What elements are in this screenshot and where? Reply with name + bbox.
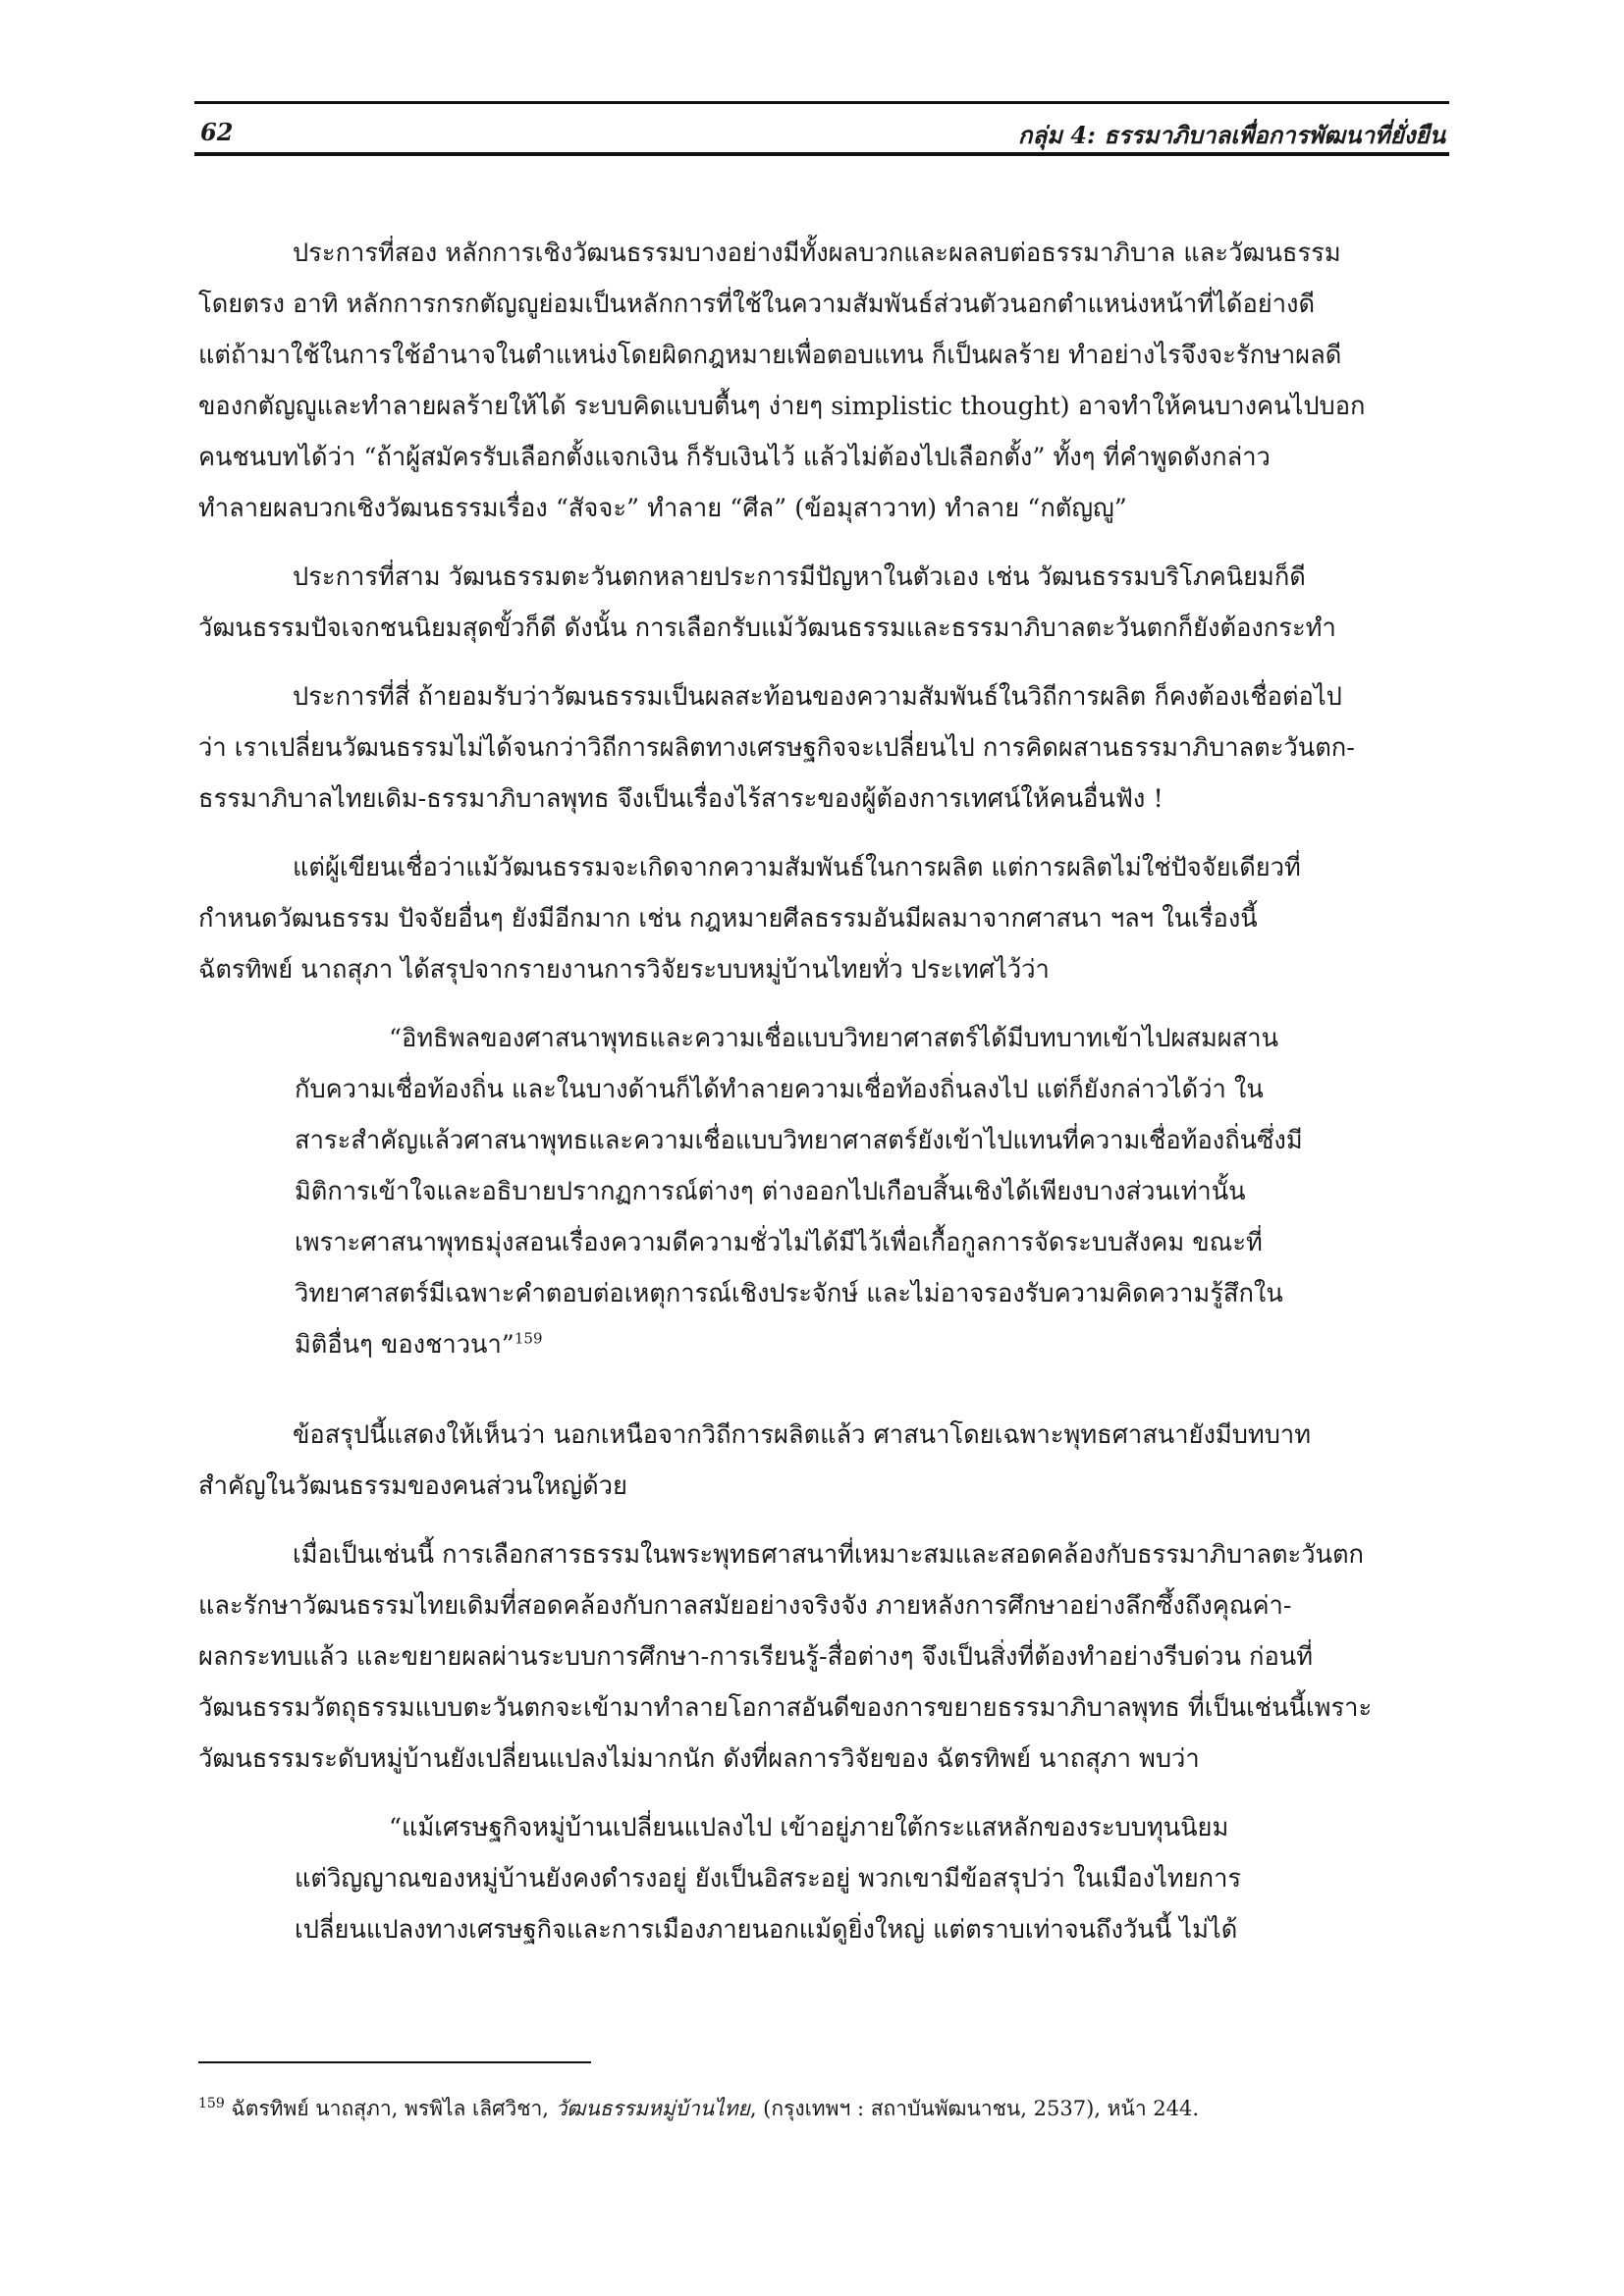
text-line: ข้อสรุปนี้แสดงให้เห็นว่า นอกเหนือจากวิถีการผลิตแล้ว ศาสนาโดยเฉพาะพุทธศาสนายังมีบทบาท	[293, 1420, 1312, 1450]
text-line: ฉัตรทิพย์ นาถสุภา ได้สรุปจากรายงานการวิจัยระบบหมู่บ้านไทยทั่ว ประเทศไว้ว่า	[198, 955, 1050, 985]
block-quote-religion	[295, 1013, 1326, 1370]
footnote-number: 159	[198, 2096, 225, 2111]
text-line: แต่ผู้เขียนเชื่อว่าแม้วัฒนธรรมจะเกิดจากความสัมพันธ์ในการผลิต แต่การผลิตไม่ใช่ปัจจัยเดียวที่	[293, 853, 1301, 882]
paragraph-third-point	[198, 552, 1443, 654]
text-line: ประการที่สอง หลักการเชิงวัฒนธรรมบางอย่างมีทั้งผลบวกและผลลบต่อธรรมาภิบาล และวัฒนธรรม	[293, 239, 1341, 268]
text-line: ประการที่สี่ ถ้ายอมรับว่าวัฒนธรรมเป็นผลสะท้อนของความสัมพันธ์ในวิถีการผลิต ก็คงต้องเชื่อต่อไป	[293, 682, 1342, 712]
footnote-reference[interactable]: 159	[514, 1329, 543, 1348]
text-line: ทำลายผลบวกเชิงวัฒนธรรมเรื่อง “สัจจะ” ทำลาย “ศีล” (ข้อมุสาวาท) ทำลาย “กตัญญู”	[198, 494, 1127, 523]
text-line: ว่า เราเปลี่ยนวัฒนธรรมไม่ได้จนกว่าวิถีการผลิตทางเศรษฐกิจจะเปลี่ยนไป การคิดผสานธรรมาภิบาลตะวันตก-	[198, 733, 1355, 763]
footnote-authors: ฉัตรทิพย์ นาถสุภา, พรพิไล เลิศวิชา,	[231, 2097, 556, 2120]
quote-last-text: มิติอื่นๆ ของชาวนา”	[295, 1330, 514, 1360]
quote-line: กับความเชื่อท้องถิ่น และในบางด้านก็ได้ทำลายความเชื่อท้องถิ่นลงไป แต่ก็ยังกล่าวได้ว่า ใน	[295, 1075, 1264, 1104]
quote-line: แต่วิญญาณของหมู่บ้านยังคงดำรงอยู่ ยังเป็นอิสระอยู่ พวกเขามีข้อสรุปว่า ในเมืองไทยการ	[295, 1864, 1242, 1894]
running-title: กลุ่ม 4: ธรรมาภิบาลเพื่อการพัฒนาที่ยั่งยืน	[1017, 121, 1445, 149]
paragraph-selection	[198, 1529, 1443, 1785]
footnote-publication: , (กรุงเทพฯ : สถาบันพัฒนาชน, 2537), หน้า 244.	[749, 2097, 1200, 2120]
quote-line: เพราะศาสนาพุทธมุ่งสอนเรื่องความดีความชั่วไม่ได้มีไว้เพื่อเกื้อกูลการจัดระบบสังคม ขณะที่	[295, 1228, 1263, 1257]
quote-line: เปลี่ยนแปลงทางเศรษฐกิจและการเมืองภายนอกแม้ดูยิ่งใหญ่ แต่ตราบเท่าจนถึงวันนี้ ไม่ได้	[295, 1915, 1238, 1945]
quote-line: “แม้เศรษฐกิจหมู่บ้านเปลี่ยนแปลงไป เข้าอยู่ภายใต้กระแสหลักของระบบทุนนิยม	[389, 1813, 1229, 1842]
page-header	[194, 101, 1449, 156]
paragraph-second-point	[198, 228, 1443, 534]
text-line: ธรรมาภิบาลไทยเดิม-ธรรมาภิบาลพุทธ จึงเป็นเรื่องไร้สาระของผู้ต้องการเทศน์ให้คนอื่นฟัง !	[198, 784, 1164, 814]
block-quote-village-economy	[295, 1802, 1326, 1955]
text-line: กำหนดวัฒนธรรม ปัจจัยอื่นๆ ยังมีอีกมาก เช่น กฎหมายศีลธรรมอันมีผลมาจากศาสนา ฯลฯ ในเรื่องนี้	[198, 904, 1258, 934]
text-line: สำคัญในวัฒนธรรมของคนส่วนใหญ่ด้วย	[198, 1471, 627, 1501]
text-line: แต่ถ้ามาใช้ในการใช้อำนาจในตำแหน่งโดยผิดกฎหมายเพื่อตอบแทน ก็เป็นผลร้าย ทำอย่างไรจึงจะรักษาผลดี	[198, 341, 1342, 370]
text-line: วัฒนธรรมวัตถุธรรมแบบตะวันตกจะเข้ามาทำลายโอกาสอันดีของการขยายธรรมาภิบาลพุทธ ที่เป็นเช่นนี้เพราะ	[198, 1693, 1373, 1723]
paragraph-fourth-point	[198, 671, 1443, 825]
quote-line: “อิทธิพลของศาสนาพุทธและความเชื่อแบบวิทยาศาสตร์ได้มีบทบาทเข้าไปผสมผสาน	[389, 1024, 1279, 1053]
quote-line: วิทยาศาสตร์มีเฉพาะคำตอบต่อเหตุการณ์เชิงประจักษ์ และไม่อาจรองรับความคิดความรู้สึกใน	[295, 1279, 1283, 1308]
footnote	[198, 2093, 1443, 2125]
text-line: และรักษาวัฒนธรรมไทยเดิมที่สอดคล้องกับกาลสมัยอย่างจริงจัง ภายหลังการศึกษาอย่างลึกซึ้งถึงคุณค่า-	[198, 1591, 1292, 1621]
text-line: วัฒนธรรมปัจเจกชนนิยมสุดขั้วก็ดี ดังนั้น การเลือกรับแม้วัฒนธรรมและธรรมาภิบาลตะวันตกก็ยังต้องกระทำ	[198, 614, 1336, 643]
footnote-book-title: วัฒนธรรมหมู่บ้านไทย	[555, 2097, 750, 2120]
footnote-separator	[198, 2061, 591, 2063]
quote-line: สาระสำคัญแล้วศาสนาพุทธและความเชื่อแบบวิทยาศาสตร์ยังเข้าไปแทนที่ความเชื่อท้องถิ่นซึ่งมี	[295, 1126, 1303, 1155]
body-text	[198, 228, 1443, 1995]
text-line: เมื่อเป็นเช่นนี้ การเลือกสารธรรมในพระพุทธศาสนาที่เหมาะสมและสอดคล้องกับธรรมาภิบาลตะวันตก	[293, 1540, 1364, 1570]
text-line: ประการที่สาม วัฒนธรรมตะวันตกหลายประการมีปัญหาในตัวเอง เช่น วัฒนธรรมบริโภคนิยมก็ดี	[293, 562, 1306, 592]
paragraph-author-belief	[198, 842, 1443, 995]
page-number: 62	[200, 118, 234, 146]
quote-line	[295, 1319, 1326, 1370]
text-line: โดยตรง อาทิ หลักการกรกตัญญูย่อมเป็นหลักการที่ใช้ในความสัมพันธ์ส่วนตัวนอกตำแหน่งหน้าที่ได้อย่างดี	[198, 290, 1316, 319]
text-line: วัฒนธรรมระดับหมู่บ้านยังเปลี่ยนแปลงไม่มากนัก ดังที่ผลการวิจัยของ ฉัตรทิพย์ นาถสุภา พบว่า	[198, 1744, 1200, 1774]
quote-line: มิติการเข้าใจและอธิบายปรากฏการณ์ต่างๆ ต่างออกไปเกือบสิ้นเชิงได้เพียงบางส่วนเท่านั้น	[295, 1177, 1246, 1206]
paragraph-conclusion	[198, 1410, 1443, 1512]
text-line: คนชนบทได้ว่า “ถ้าผู้สมัครรับเลือกตั้งแจกเงิน ก็รับเงินไว้ แล้วไม่ต้องไปเลือกตั้ง” ทั้งๆ ที่คำพูดดังกล่าว	[198, 443, 1271, 472]
text-line: ผลกระทบแล้ว และขยายผลผ่านระบบการศึกษา-การเรียนรู้-สื่อต่างๆ จึงเป็นสิ่งที่ต้องทำอย่างรีบด่วน ก่อนที่	[198, 1642, 1314, 1672]
text-line: ของกตัญญูและทำลายผลร้ายให้ได้ ระบบคิดแบบตื้นๆ ง่ายๆ simplistic thought) อาจทำให้คนบางคนไปบอก	[198, 392, 1366, 421]
